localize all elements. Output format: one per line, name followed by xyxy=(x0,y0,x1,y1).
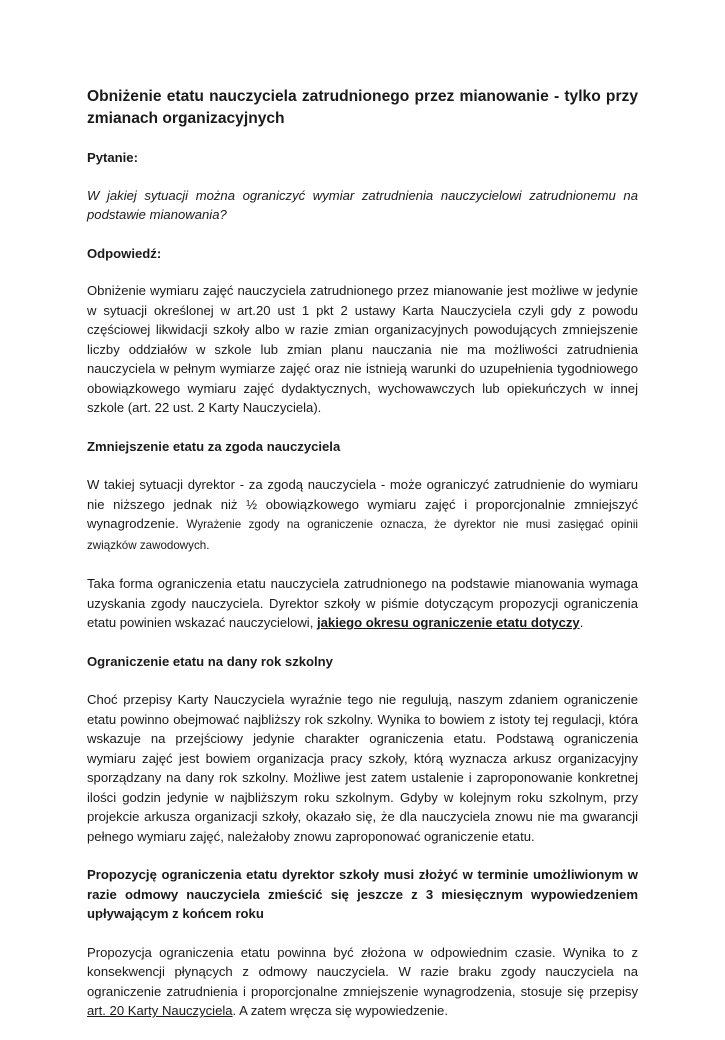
question-text: W jakiej sytuacji można ograniczyć wymiar zatrudnienia nauczycielowi zatrudnionemu na podstawie mianowania? xyxy=(87,187,638,222)
deadline-text: Propozycja ograniczenia etatu powinna być złożona w odpowiednim czasie. Wynika to z konsekwencji płynących z odmowy nauczyciela. W razie braku zgody nauczyciela na ograniczenie zatrudnienia i proporcjonalne zmniejszenie wynagrodzenia, stosuje się przepisy xyxy=(87,944,638,999)
section-heading-school-year: Ograniczenie etatu na dany rok szkolny xyxy=(87,653,333,669)
answer-paragraph: Obniżenie wymiaru zajęć nauczyciela zatrudnionego przez mianowanie jest możliwe w jedynie w sytuacji określonej w art.20 ust 1 pkt 2 ustawy Karta Nauczyciela czyli gdy z powodu częściowej likwidacji szkoły albo w razie zmian organizacyjnych powodujących zmniejszenie liczby oddziałów w szkole lub zmian planu nauczania nie ma możliwości zatrudnienia nauczyciela w pełnym wymiarze zajęć oraz nie istnieją warunki do uzupełnienia tygodniowego obowiązkowego wymiaru zajęć dydaktycznych, wychowawczych lub opiekuńczych w innej szkole (art. 22 ust. 2 Karty Nauczyciela). xyxy=(87,283,638,415)
deadline-paragraph xyxy=(87,943,638,1021)
consent-form-end: . xyxy=(579,615,584,630)
consent-form-paragraph xyxy=(87,574,638,633)
school-year-paragraph: Choć przepisy Karty Nauczyciela wyraźnie tego nie regulują, naszym zdaniem ograniczenie etatu powinno obejmować najbliższy rok szkolny. Wynika to bowiem z istoty tej regulacji, która wskazuje na przejściowy jedynie charakter ograniczenia etatu. Podstawą ograniczenia wymiaru zajęć jest bowiem organizacja pracy szkoły, którą wyznacza arkusz organizacyjny sporządzany na dany rok szkolny. Możliwe jest zatem ustalenie i zaproponowanie konkretnej ilości godzin jedynie w najbliższym roku szkolnym. Gdyby w kolejnym roku szkolnym, przy projekcie arkusza organizacji szkoły, okazało się, że dla nauczyciela znowu nie ma gwarancji pełnego wymiaru zajęć, należałoby znowu zaproponować ograniczenie etatu. xyxy=(87,692,638,844)
deadline-end: . A zatem wręcza się wypowiedzenie. xyxy=(232,1003,448,1018)
question-label: Pytanie: xyxy=(87,150,138,165)
document-title: Obniżenie etatu nauczyciela zatrudnionego przez mianowanie - tylko przy zmianach organizacyjnych xyxy=(87,88,638,127)
article-20-link[interactable]: art. 20 Karty Nauczyciela xyxy=(87,1003,233,1018)
consent-paragraph-note: Wyrażenie zgody na ograniczenie oznacza, że dyrektor nie musi zasięgać opinii związków zawodowych. xyxy=(87,518,638,552)
section-heading-deadline: Propozycję ograniczenia etatu dyrektor szkoły musi złożyć w terminie umożliwionym w razie odmowy nauczyciela zmieścić się jeszcze z 3 miesięcznym wypowiedzeniem upływającym z końcem roku xyxy=(87,867,638,921)
consent-paragraph xyxy=(87,475,638,555)
consent-paragraph-main: W takiej sytuacji dyrektor - za zgodą nauczyciela - może ograniczyć zatrudnienie do wymiaru nie niższego jednak niż ½ obowiązkowego wymiaru zajęć i proporcjonalnie zmniejszyć wynagrodzenie. xyxy=(87,477,638,531)
period-link[interactable]: jakiego okresu ograniczenie etatu dotyczy xyxy=(317,615,580,630)
consent-form-text: Taka forma ograniczenia etatu nauczyciela zatrudnionego na podstawie mianowania wymaga uzyskania zgody nauczyciela. Dyrektor szkoły w piśmie dotyczącym propozycji ograniczenia etatu powinien wskazać nauczycielowi, xyxy=(87,576,638,630)
answer-label: Odpowiedź: xyxy=(87,245,162,261)
section-heading-consent: Zmniejszenie etatu za zgoda nauczyciela xyxy=(87,438,341,454)
document-page xyxy=(87,86,638,1040)
